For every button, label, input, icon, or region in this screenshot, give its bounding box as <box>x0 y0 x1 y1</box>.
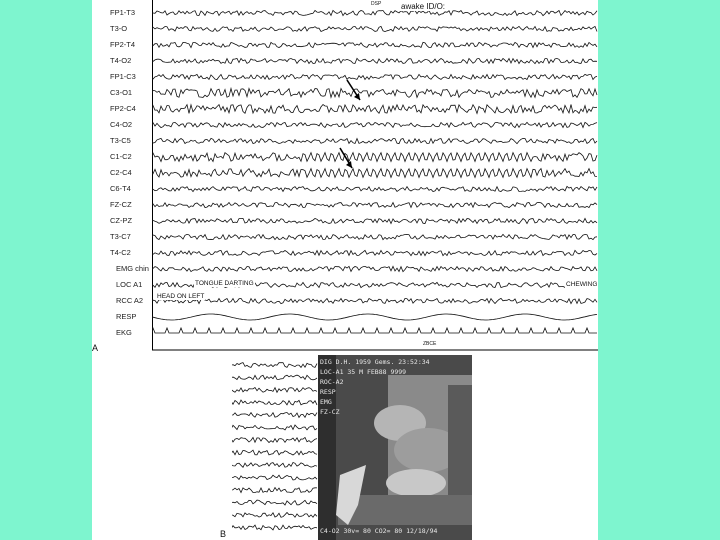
eeg-trace <box>232 463 317 468</box>
overlay-line-4: RESP <box>320 388 336 396</box>
overlay-line-5: EMG <box>320 398 332 406</box>
chewing-note: CHEWING <box>566 281 598 288</box>
channel-label: C2-C4 <box>110 168 132 177</box>
head-on-left-note: HEAD ON LEFT <box>157 293 205 300</box>
overlay-line-1: DIG D.H. 1959 Gems. 23:52:34 <box>320 358 430 366</box>
bottom-tick-label: ZBCE <box>423 341 437 347</box>
eeg-trace <box>232 388 317 393</box>
panel-b-letter: B <box>220 529 227 539</box>
eeg-trace <box>152 26 597 31</box>
channel-label: T3-C7 <box>110 232 131 241</box>
top-small-label: DSP <box>371 1 382 7</box>
eeg-trace <box>152 186 597 191</box>
overlay-line-2: LOC-A1 35 M FEB88 9999 <box>320 368 407 376</box>
eeg-trace <box>152 122 597 127</box>
channel-label: T4-C2 <box>110 248 131 257</box>
panel-b-traces <box>232 355 322 540</box>
eeg-trace <box>152 153 597 162</box>
tongue-darting-note: TONGUE DARTING <box>195 280 254 287</box>
channel-label: FZ-CZ <box>110 200 132 209</box>
channel-label: LOC A1 <box>116 280 143 289</box>
eeg-trace <box>152 298 597 303</box>
eeg-trace <box>152 169 597 178</box>
channel-label: C1-C2 <box>110 152 132 161</box>
eeg-trace <box>152 138 597 143</box>
channel-label: FP1-C3 <box>110 72 136 81</box>
channel-label: RESP <box>116 312 137 321</box>
eeg-trace <box>232 513 317 518</box>
eeg-panel-b <box>220 355 472 540</box>
channel-label: T3-C5 <box>110 136 131 145</box>
eeg-trace <box>232 525 317 530</box>
channel-label: EMG chin <box>116 264 149 273</box>
channel-label: T4-O2 <box>110 56 132 65</box>
eeg-trace <box>152 234 597 239</box>
slide <box>92 0 598 540</box>
eeg-trace <box>232 363 317 368</box>
eeg-trace <box>232 488 317 493</box>
channel-label: CZ-PZ <box>110 216 133 225</box>
eeg-trace <box>152 58 597 63</box>
eeg-trace <box>232 500 317 505</box>
channel-label: T3-O <box>110 24 128 33</box>
eeg-trace <box>152 266 597 271</box>
eeg-trace <box>232 425 317 430</box>
eeg-trace <box>152 10 597 15</box>
eeg-trace <box>152 250 597 255</box>
eeg-trace <box>232 413 317 418</box>
channel-label: EKG <box>116 328 132 337</box>
channel-label: C4-O2 <box>110 120 133 129</box>
channel-label: FP2-C4 <box>110 104 136 113</box>
eeg-trace <box>152 203 597 208</box>
eeg-trace <box>152 74 597 79</box>
eeg-trace <box>232 400 317 405</box>
eeg-traces <box>152 0 598 352</box>
channel-label: C6-T4 <box>110 184 131 193</box>
eeg-trace <box>152 218 597 223</box>
eeg-trace <box>152 42 597 47</box>
channel-label: FP1-T3 <box>110 8 136 17</box>
eeg-trace <box>152 89 597 98</box>
overlay-line-3: ROC-A2 <box>320 378 344 386</box>
eeg-trace <box>232 438 317 443</box>
top-annotation: awake ID/O: <box>401 2 446 11</box>
channel-label: C3-O1 <box>110 88 133 97</box>
panel-a-letter: A <box>92 343 99 353</box>
eeg-trace <box>232 375 317 380</box>
channel-label: RCC A2 <box>116 296 144 305</box>
eeg-trace <box>232 475 317 480</box>
eeg-trace <box>152 105 597 114</box>
overlay-line-6: FZ-CZ <box>320 408 340 416</box>
video-frame <box>318 355 472 540</box>
eeg-trace <box>232 450 317 455</box>
eeg-trace <box>152 328 597 333</box>
eeg-trace <box>152 314 597 320</box>
channel-label: FP2-T4 <box>110 40 136 49</box>
overlay-line-7: C4-O2 30v= 80 CO2= 80 12/18/94 <box>320 527 438 535</box>
